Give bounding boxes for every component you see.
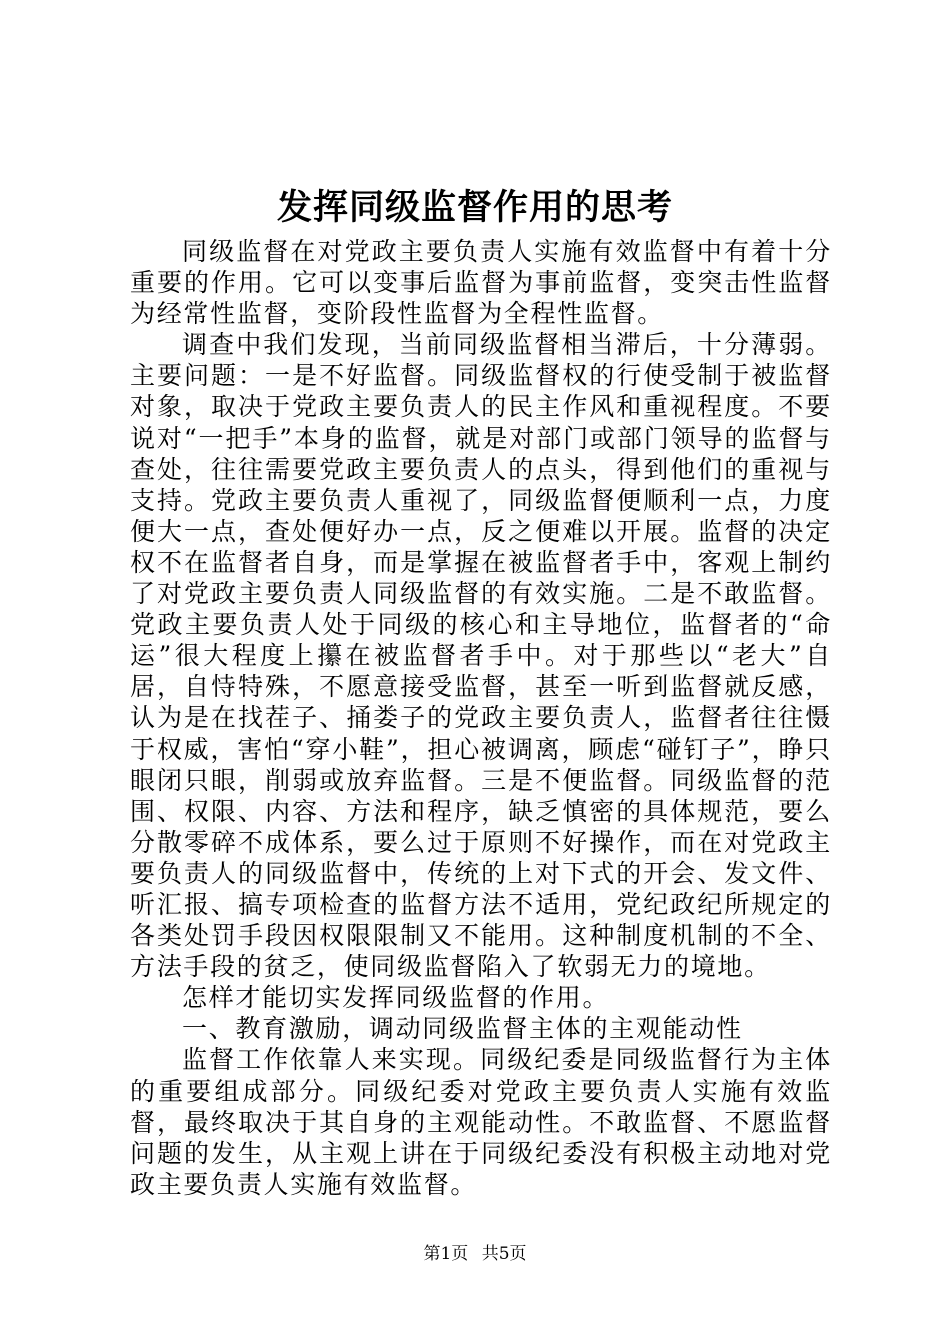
paragraph-problems: 调查中我们发现，当前同级监督相当滞后，十分薄弱。主要问题：一是不好监督。同级监督权的行使受制于被监督对象，取决于党政主要负责人的民主作风和重视程度。不要说对“一把手”本身的监督，就是对部门或部门领导的监督与查处，往往需要党政主要负责人的点头，得到他们的重视与支持。党政主要负责人重视了，同级监督便顺利一点，力度便大一点，查处便好办一点，反之便难以开展。监督的决定权不在监督者自身，而是掌握在被监督者手中，客观上制约了对党政主要负责人同级监督的有效实施。二是不敢监督。党政主要负责人处于同级的核心和主导地位，监督者的“命运”很大程度上攥在被监督者手中。对于那些以“老大”自居，自恃特殊，不愿意接受监督，甚至一听到监督就反感，认为是在找茬子、捅娄子的党政主要负责人，监督者往往慑于权威，害怕“穿小鞋”，担心被调离，顾虑“碰钉子”，睁只眼闭只眼，削弱或放弃监督。三是不便监督。同级监督的范围、权限、内容、方法和程序，缺乏慎密的具体规范，要么分散零碎不成体系，要么过于原则不好操作，而在对党政主要负责人的同级监督中，传统的上对下式的开会、发文件、听汇报、搞专项检查的监督方法不适用，党纪政纪所规定的各类处罚手段因权限限制又不能用。这种制度机制的不全、方法手段的贫乏，使同级监督陷入了软弱无力的境地。 <box>130 330 832 982</box>
paragraph-intro: 同级监督在对党政主要负责人实施有效监督中有着十分重要的作用。它可以变事后监督为事前监督，变突击性监督为经常性监督，变阶段性监督为全程性监督。 <box>130 237 832 329</box>
section-heading-1: 一、教育激励，调动同级监督主体的主观能动性 <box>182 1014 743 1044</box>
page-footer <box>0 1242 950 1266</box>
paragraph-question: 怎样才能切实发挥同级监督的作用。 <box>182 983 610 1013</box>
document-body <box>130 236 832 1200</box>
page-number: 第1页 <box>423 1244 469 1264</box>
page-title: 发挥同级监督作用的思考 <box>276 187 673 228</box>
page-total: 共5页 <box>481 1244 527 1264</box>
paragraph-section-1: 监督工作依靠人来实现。同级纪委是同级监督行为主体的重要组成部分。同级纪委对党政主要负责人实施有效监督，最终取决于其自身的主观能动性。不敢监督、不愿监督问题的发生，从主观上讲在于同级纪委没有积极主动地对党政主要负责人实施有效监督。 <box>130 1045 832 1199</box>
